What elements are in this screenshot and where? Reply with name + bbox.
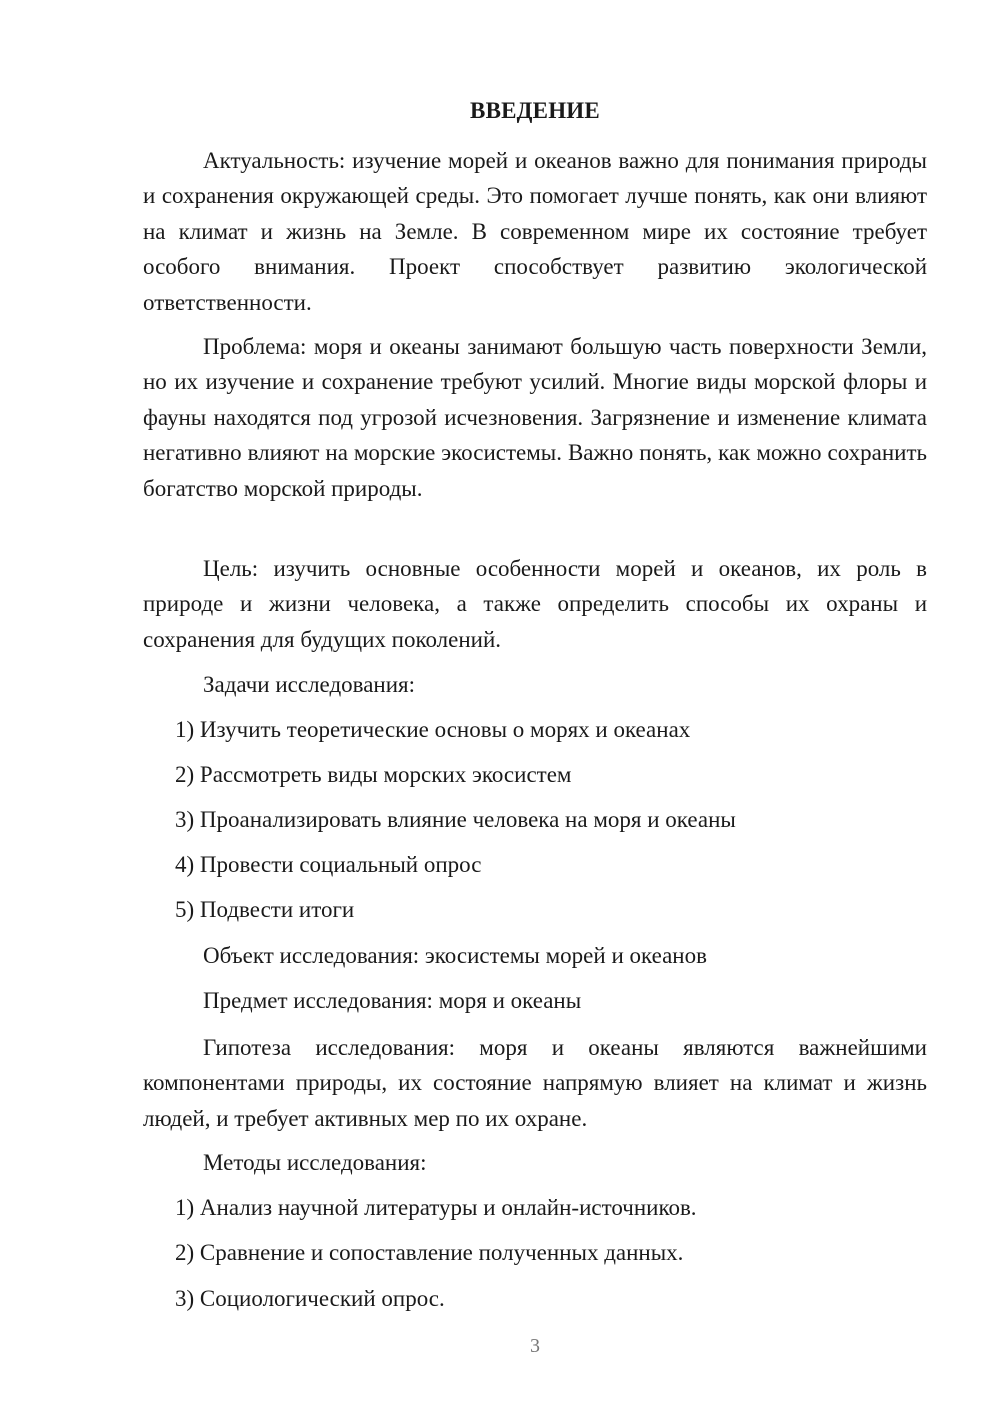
hypothesis-paragraph: Гипотеза исследования: моря и океаны являются важнейшими компонентами природы, их состояние напрямую влияет на климат и жизнь людей, и требует активных мер по их охране. [143,1035,927,1131]
relevance-paragraph: Актуальность: изучение морей и океанов важно для понимания природы и сохранения окружающей среды. Это помогает лучше понять, как они влияют на климат и жизнь на Земле. В современном мире их состояние требует особого внимания. Проект способствует развитию экологической ответственности. [143,148,927,315]
tasks-heading: Задачи исследования: [203,672,416,697]
task-item: 3) Проанализировать влияние человека на моря и океаны [175,807,736,832]
problem-paragraph: Проблема: моря и океаны занимают большую часть поверхности Земли, но их изучение и сохранение требуют усилий. Многие виды морской флоры и фауны находятся под угрозой исчезновения. Загрязнение и изменение климата негативно влияют на морские экосистемы. Важно понять, как можно сохранить богатство морской природы. [143,334,927,501]
page-number: 3 [530,1335,540,1357]
research-subject: Предмет исследования: моря и океаны [203,988,582,1013]
document-title: ВВЕДЕНИЕ [470,98,600,123]
method-item: 3) Социологический опрос. [175,1286,445,1311]
research-object: Объект исследования: экосистемы морей и океанов [203,943,707,968]
method-item: 2) Сравнение и сопоставление полученных данных. [175,1240,684,1265]
task-item: 5) Подвести итоги [175,897,355,922]
task-item: 1) Изучить теоретические основы о морях и океанах [175,717,691,742]
task-item: 2) Рассмотреть виды морских экосистем [175,762,572,787]
goal-paragraph: Цель: изучить основные особенности морей и океанов, их роль в природе и жизни человека, а также определить способы их охраны и сохранения для будущих поколений. [143,556,927,652]
method-item: 1) Анализ научной литературы и онлайн-источников. [175,1195,697,1220]
document-page [143,0,927,1414]
task-item: 4) Провести социальный опрос [175,852,482,877]
methods-heading: Методы исследования: [203,1150,427,1175]
